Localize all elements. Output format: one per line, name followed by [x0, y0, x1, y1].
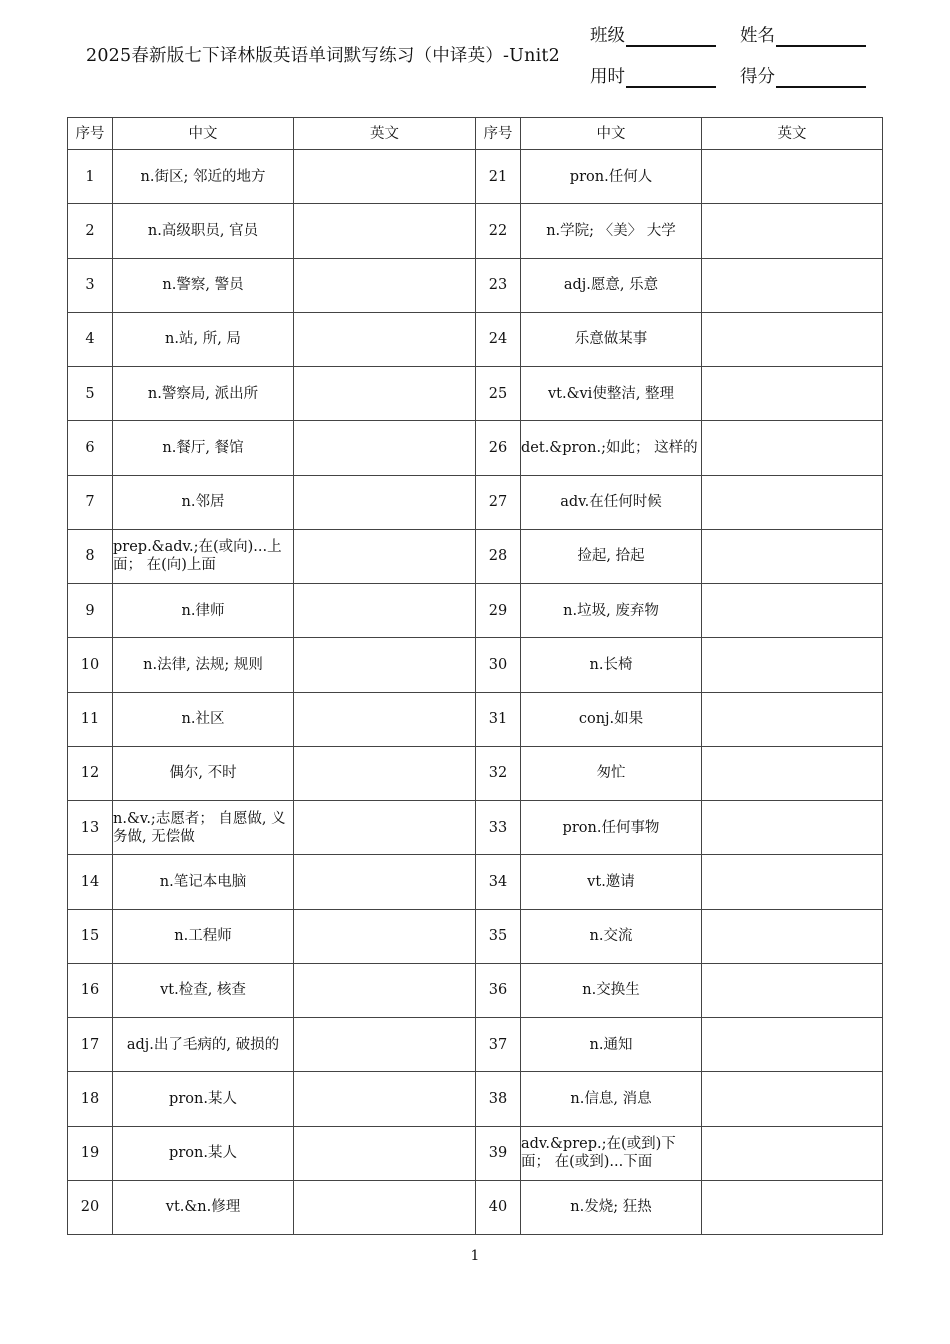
number-cell: 7: [68, 475, 113, 529]
table-row: [68, 584, 883, 638]
table-row: [68, 855, 883, 909]
vocabulary-table: [67, 117, 883, 1235]
english-answer-cell[interactable]: [702, 529, 883, 583]
time-blank[interactable]: [626, 68, 716, 88]
chinese-cell: adv.&prep.;在(或到)下面； 在(或到)...下面: [521, 1126, 702, 1180]
col-header-number-left: 序号: [68, 118, 113, 150]
number-cell: 4: [68, 312, 113, 366]
english-answer-cell[interactable]: [294, 421, 476, 475]
chinese-cell: vt.邀请: [521, 855, 702, 909]
chinese-cell: n.邻居: [113, 475, 294, 529]
chinese-cell: n.笔记本电脑: [113, 855, 294, 909]
table-header-row: [68, 118, 883, 150]
col-header-english-right: 英文: [702, 118, 883, 150]
table-row: [68, 1018, 883, 1072]
number-cell: 23: [476, 258, 521, 312]
number-cell: 6: [68, 421, 113, 475]
number-cell: 17: [68, 1018, 113, 1072]
chinese-cell: n.站, 所, 局: [113, 312, 294, 366]
table-row: [68, 1126, 883, 1180]
english-answer-cell[interactable]: [702, 746, 883, 800]
col-header-chinese-right: 中文: [521, 118, 702, 150]
col-header-number-right: 序号: [476, 118, 521, 150]
english-answer-cell[interactable]: [294, 855, 476, 909]
table-row: [68, 1180, 883, 1234]
chinese-cell: pron.某人: [113, 1072, 294, 1126]
chinese-cell: n.信息, 消息: [521, 1072, 702, 1126]
english-answer-cell[interactable]: [294, 584, 476, 638]
chinese-cell: n.高级职员, 官员: [113, 204, 294, 258]
table-row: [68, 150, 883, 204]
number-cell: 13: [68, 801, 113, 855]
number-cell: 34: [476, 855, 521, 909]
number-cell: 18: [68, 1072, 113, 1126]
chinese-cell: pron.任何人: [521, 150, 702, 204]
english-answer-cell[interactable]: [294, 1126, 476, 1180]
english-answer-cell[interactable]: [294, 801, 476, 855]
chinese-cell: pron.任何事物: [521, 801, 702, 855]
english-answer-cell[interactable]: [702, 584, 883, 638]
chinese-cell: n.工程师: [113, 909, 294, 963]
english-answer-cell[interactable]: [294, 692, 476, 746]
table-row: [68, 367, 883, 421]
class-label: 班级: [590, 26, 625, 46]
number-cell: 37: [476, 1018, 521, 1072]
name-label: 姓名: [740, 26, 775, 46]
english-answer-cell[interactable]: [702, 421, 883, 475]
english-answer-cell[interactable]: [702, 855, 883, 909]
chinese-cell: 匆忙: [521, 746, 702, 800]
english-answer-cell[interactable]: [294, 963, 476, 1017]
english-answer-cell[interactable]: [294, 1180, 476, 1234]
chinese-cell: n.学院; 〈美〉 大学: [521, 204, 702, 258]
english-answer-cell[interactable]: [702, 150, 883, 204]
score-blank[interactable]: [776, 68, 866, 88]
table-row: [68, 1072, 883, 1126]
chinese-cell: prep.&adv.;在(或向)...上面； 在(向)上面: [113, 529, 294, 583]
class-field: [590, 22, 716, 47]
english-answer-cell[interactable]: [294, 746, 476, 800]
chinese-cell: vt.&n.修理: [113, 1180, 294, 1234]
number-cell: 36: [476, 963, 521, 1017]
table-row: [68, 638, 883, 692]
english-answer-cell[interactable]: [702, 1126, 883, 1180]
number-cell: 3: [68, 258, 113, 312]
chinese-cell: n.&v.;志愿者； 自愿做, 义务做, 无偿做: [113, 801, 294, 855]
chinese-cell: n.交流: [521, 909, 702, 963]
english-answer-cell[interactable]: [702, 801, 883, 855]
score-field: [740, 63, 866, 88]
chinese-cell: n.垃圾, 废弃物: [521, 584, 702, 638]
english-answer-cell[interactable]: [294, 150, 476, 204]
number-cell: 35: [476, 909, 521, 963]
english-answer-cell[interactable]: [294, 909, 476, 963]
number-cell: 29: [476, 584, 521, 638]
score-label: 得分: [740, 67, 775, 87]
table-row: [68, 801, 883, 855]
table-row: [68, 421, 883, 475]
chinese-cell: adv.在任何时候: [521, 475, 702, 529]
number-cell: 5: [68, 367, 113, 421]
table-row: [68, 909, 883, 963]
chinese-cell: n.社区: [113, 692, 294, 746]
number-cell: 10: [68, 638, 113, 692]
number-cell: 32: [476, 746, 521, 800]
number-cell: 11: [68, 692, 113, 746]
number-cell: 39: [476, 1126, 521, 1180]
number-cell: 20: [68, 1180, 113, 1234]
number-cell: 33: [476, 801, 521, 855]
english-answer-cell[interactable]: [702, 1018, 883, 1072]
number-cell: 8: [68, 529, 113, 583]
number-cell: 2: [68, 204, 113, 258]
english-answer-cell[interactable]: [294, 529, 476, 583]
english-answer-cell[interactable]: [294, 1018, 476, 1072]
chinese-cell: 捡起, 拾起: [521, 529, 702, 583]
number-cell: 14: [68, 855, 113, 909]
number-cell: 31: [476, 692, 521, 746]
chinese-cell: n.街区; 邻近的地方: [113, 150, 294, 204]
english-answer-cell[interactable]: [702, 692, 883, 746]
chinese-cell: adj.出了毛病的, 破损的: [113, 1018, 294, 1072]
number-cell: 12: [68, 746, 113, 800]
number-cell: 25: [476, 367, 521, 421]
english-answer-cell[interactable]: [294, 1072, 476, 1126]
chinese-cell: n.律师: [113, 584, 294, 638]
chinese-cell: n.法律, 法规; 规则: [113, 638, 294, 692]
chinese-cell: vt.检查, 核查: [113, 963, 294, 1017]
time-label: 用时: [590, 67, 625, 87]
english-answer-cell[interactable]: [294, 204, 476, 258]
number-cell: 38: [476, 1072, 521, 1126]
chinese-cell: det.&pron.;如此； 这样的: [521, 421, 702, 475]
number-cell: 27: [476, 475, 521, 529]
chinese-cell: 乐意做某事: [521, 312, 702, 366]
chinese-cell: n.交换生: [521, 963, 702, 1017]
english-answer-cell[interactable]: [702, 963, 883, 1017]
name-field: [740, 22, 866, 47]
english-answer-cell[interactable]: [294, 312, 476, 366]
table-row: [68, 963, 883, 1017]
class-blank[interactable]: [626, 27, 716, 47]
chinese-cell: conj.如果: [521, 692, 702, 746]
number-cell: 24: [476, 312, 521, 366]
table-row: [68, 475, 883, 529]
chinese-cell: pron.某人: [113, 1126, 294, 1180]
english-answer-cell[interactable]: [294, 638, 476, 692]
chinese-cell: n.长椅: [521, 638, 702, 692]
chinese-cell: adj.愿意, 乐意: [521, 258, 702, 312]
number-cell: 40: [476, 1180, 521, 1234]
chinese-cell: vt.&vi使整洁, 整理: [521, 367, 702, 421]
name-blank[interactable]: [776, 27, 866, 47]
english-answer-cell[interactable]: [702, 909, 883, 963]
page-title: 2025春新版七下译林版英语单词默写练习（中译英）-Unit2: [86, 46, 560, 66]
chinese-cell: n.餐厅, 餐馆: [113, 421, 294, 475]
number-cell: 30: [476, 638, 521, 692]
english-answer-cell[interactable]: [702, 1180, 883, 1234]
number-cell: 15: [68, 909, 113, 963]
chinese-cell: n.发烧; 狂热: [521, 1180, 702, 1234]
table-row: [68, 529, 883, 583]
english-answer-cell[interactable]: [294, 475, 476, 529]
number-cell: 22: [476, 204, 521, 258]
english-answer-cell[interactable]: [294, 258, 476, 312]
english-answer-cell[interactable]: [702, 475, 883, 529]
english-answer-cell[interactable]: [702, 312, 883, 366]
chinese-cell: n.警察, 警员: [113, 258, 294, 312]
number-cell: 19: [68, 1126, 113, 1180]
col-header-english-left: 英文: [294, 118, 476, 150]
table-row: [68, 746, 883, 800]
english-answer-cell[interactable]: [294, 367, 476, 421]
number-cell: 16: [68, 963, 113, 1017]
page-number: 1: [470, 1248, 480, 1264]
table-row: [68, 312, 883, 366]
number-cell: 28: [476, 529, 521, 583]
english-answer-cell[interactable]: [702, 258, 883, 312]
english-answer-cell[interactable]: [702, 1072, 883, 1126]
number-cell: 9: [68, 584, 113, 638]
english-answer-cell[interactable]: [702, 638, 883, 692]
english-answer-cell[interactable]: [702, 204, 883, 258]
chinese-cell: 偶尔, 不时: [113, 746, 294, 800]
number-cell: 1: [68, 150, 113, 204]
chinese-cell: n.警察局, 派出所: [113, 367, 294, 421]
number-cell: 26: [476, 421, 521, 475]
col-header-chinese-left: 中文: [113, 118, 294, 150]
table-row: [68, 258, 883, 312]
table-row: [68, 204, 883, 258]
chinese-cell: n.通知: [521, 1018, 702, 1072]
table-row: [68, 692, 883, 746]
english-answer-cell[interactable]: [702, 367, 883, 421]
number-cell: 21: [476, 150, 521, 204]
time-field: [590, 63, 716, 88]
